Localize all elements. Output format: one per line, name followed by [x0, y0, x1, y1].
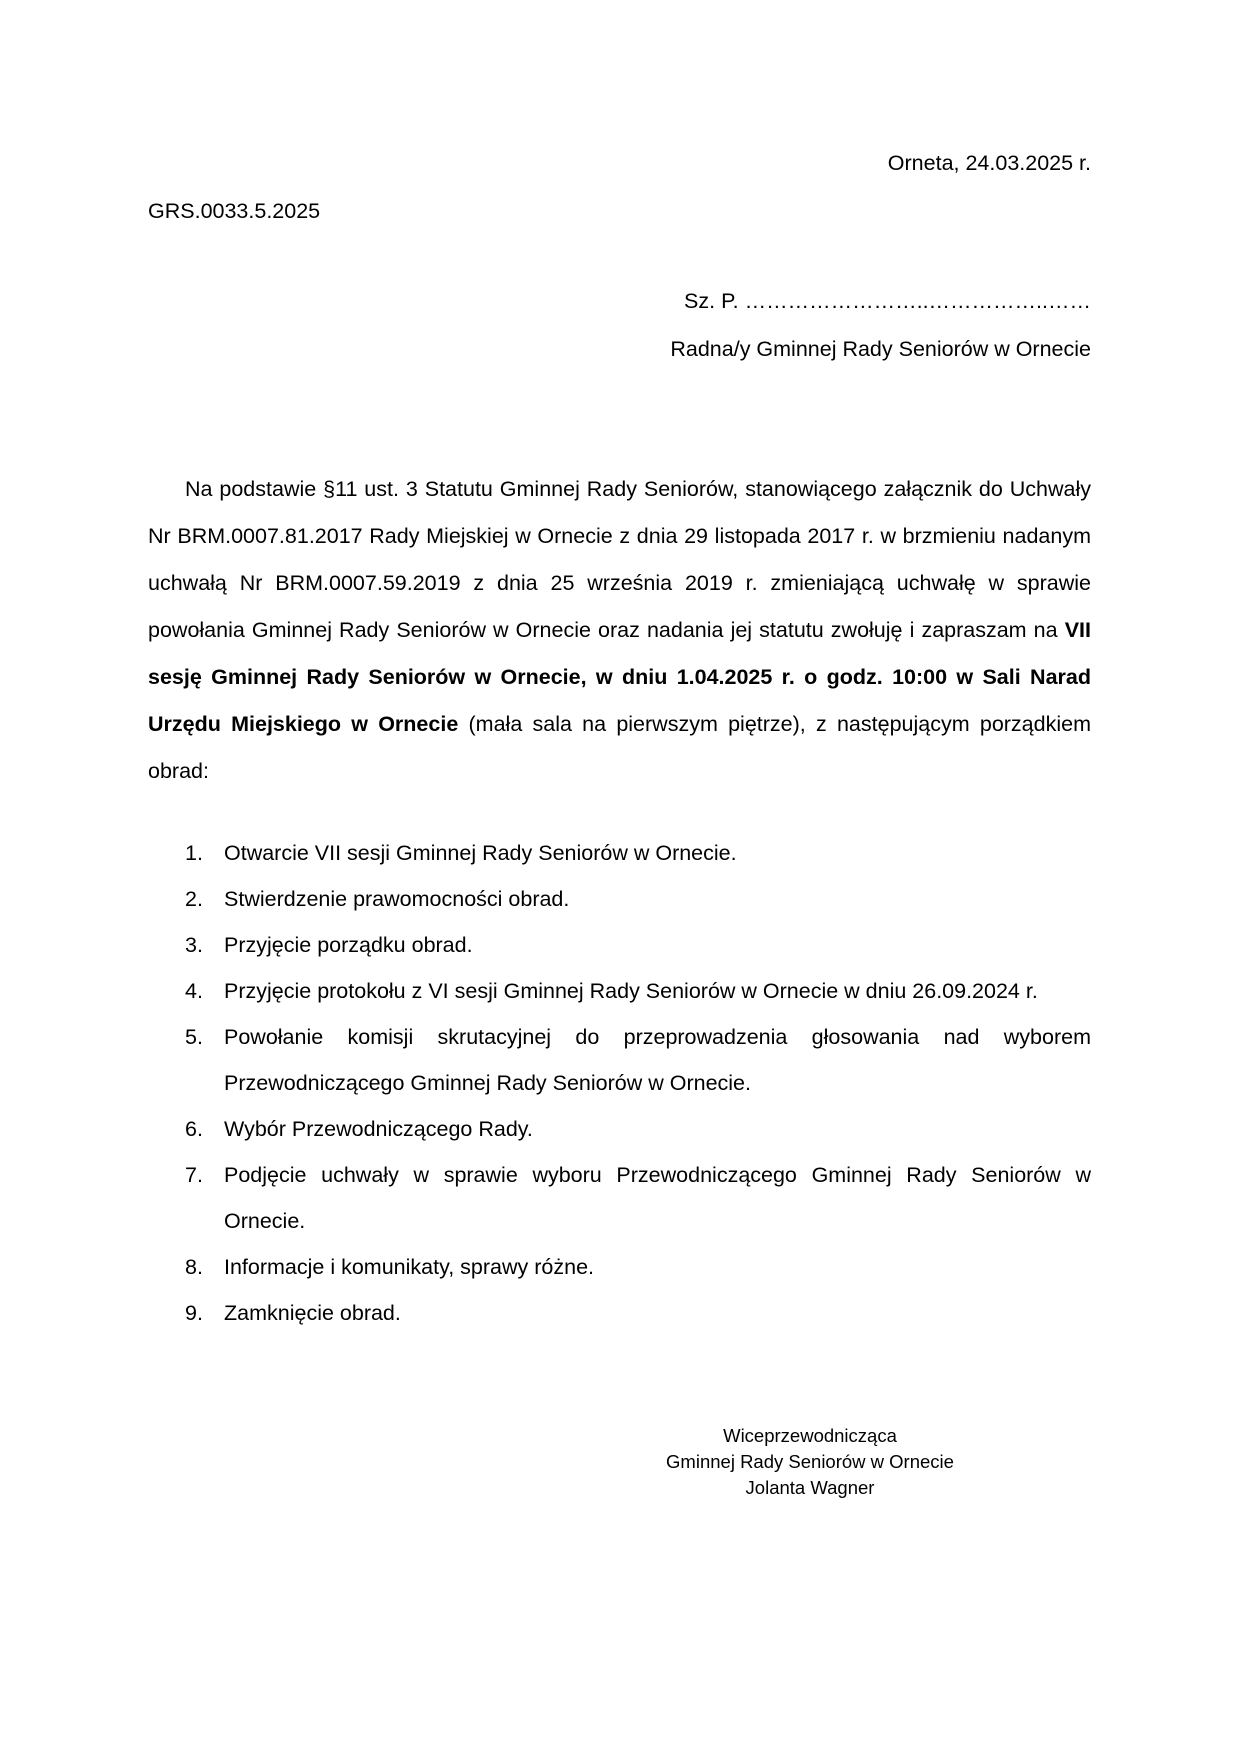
agenda-item-number: 7.	[185, 1163, 203, 1187]
agenda-item-text: Wybór Przewodniczącego Rady.	[224, 1117, 533, 1141]
agenda-item-text: Otwarcie VII sesji Gminnej Rady Seniorów w Ornecie.	[224, 841, 737, 865]
agenda-item	[148, 1106, 1091, 1152]
agenda-item-text: Przyjęcie porządku obrad.	[224, 933, 473, 957]
agenda-item-number: 4.	[185, 979, 203, 1003]
agenda-item	[148, 1290, 1091, 1336]
agenda-item-number: 5.	[185, 1025, 203, 1049]
agenda-item-text: Zamknięcie obrad.	[224, 1301, 401, 1325]
agenda-item	[148, 922, 1091, 968]
agenda-item	[148, 1244, 1091, 1290]
agenda-list	[148, 830, 1091, 1336]
body-text-bold: VII sesję Gminnej Rady Seniorów w Ornecie, w dniu 1.04.2025 r. o godz. 10:00 w Sali Narad Urzędu Miejskiego w Ornecie	[148, 618, 1091, 736]
agenda-item-text: Powołanie komisji skrutacyjnej do przeprowadzenia głosowania nad wyborem Przewodniczącego Gminnej Rady Seniorów w Ornecie.	[224, 1025, 1091, 1095]
reference-number: GRS.0033.5.2025	[148, 199, 321, 223]
agenda-item	[148, 876, 1091, 922]
signature-title: Wiceprzewodnicząca	[723, 1425, 897, 1446]
body-text-part2: (mała sala na pierwszym piętrze), z następującym porządkiem obrad:	[148, 712, 1091, 783]
agenda-item-text: Informacje i komunikaty, sprawy różne.	[224, 1255, 595, 1279]
signature-block	[660, 1423, 960, 1501]
agenda-item-number: 8.	[185, 1255, 203, 1279]
body-text-part1: Na podstawie §11 ust. 3 Statutu Gminnej Rady Seniorów, stanowiącego załącznik do Uchwały Nr BRM.0007.81.2017 Rady Miejskiej w Ornecie z dnia 29 listopada 2017 r. w brzmieniu nadanym uchwałą Nr BRM.0007.59.2019 z dnia 25 września 2019 r. zmieniającą uchwałę w sprawie powołania Gminnej Rady Seniorów w Ornecie oraz nadania jej statutu zwołuję i zapraszam na	[148, 477, 1091, 642]
signature-name: Jolanta Wagner	[745, 1477, 875, 1498]
place-date: Orneta, 24.03.2025 r.	[887, 151, 1091, 175]
agenda-item-number: 2.	[185, 887, 203, 911]
agenda-item-text: Podjęcie uchwały w sprawie wyboru Przewodniczącego Gminnej Rady Seniorów w Ornecie.	[224, 1163, 1091, 1233]
signature-organization: Gminnej Rady Seniorów w Ornecie	[666, 1451, 954, 1472]
agenda-item-number: 9.	[185, 1301, 203, 1325]
agenda-item-text: Przyjęcie protokołu z VI sesji Gminnej Rady Seniorów w Ornecie w dniu 26.09.2024 r.	[224, 979, 1038, 1003]
agenda-item	[148, 1152, 1091, 1244]
agenda-item	[148, 830, 1091, 876]
agenda-item-text: Stwierdzenie prawomocności obrad.	[224, 887, 570, 911]
agenda-item	[148, 1014, 1091, 1106]
body-paragraph	[148, 466, 1091, 795]
recipient-role: Radna/y Gminnej Rady Seniorów w Ornecie	[670, 337, 1091, 361]
agenda-item-number: 3.	[185, 933, 203, 957]
recipient-line: Sz. P. ……………………..……………..……	[684, 289, 1091, 313]
agenda-item	[148, 968, 1091, 1014]
agenda-item-number: 6.	[185, 1117, 203, 1141]
agenda-item-number: 1.	[185, 841, 203, 865]
